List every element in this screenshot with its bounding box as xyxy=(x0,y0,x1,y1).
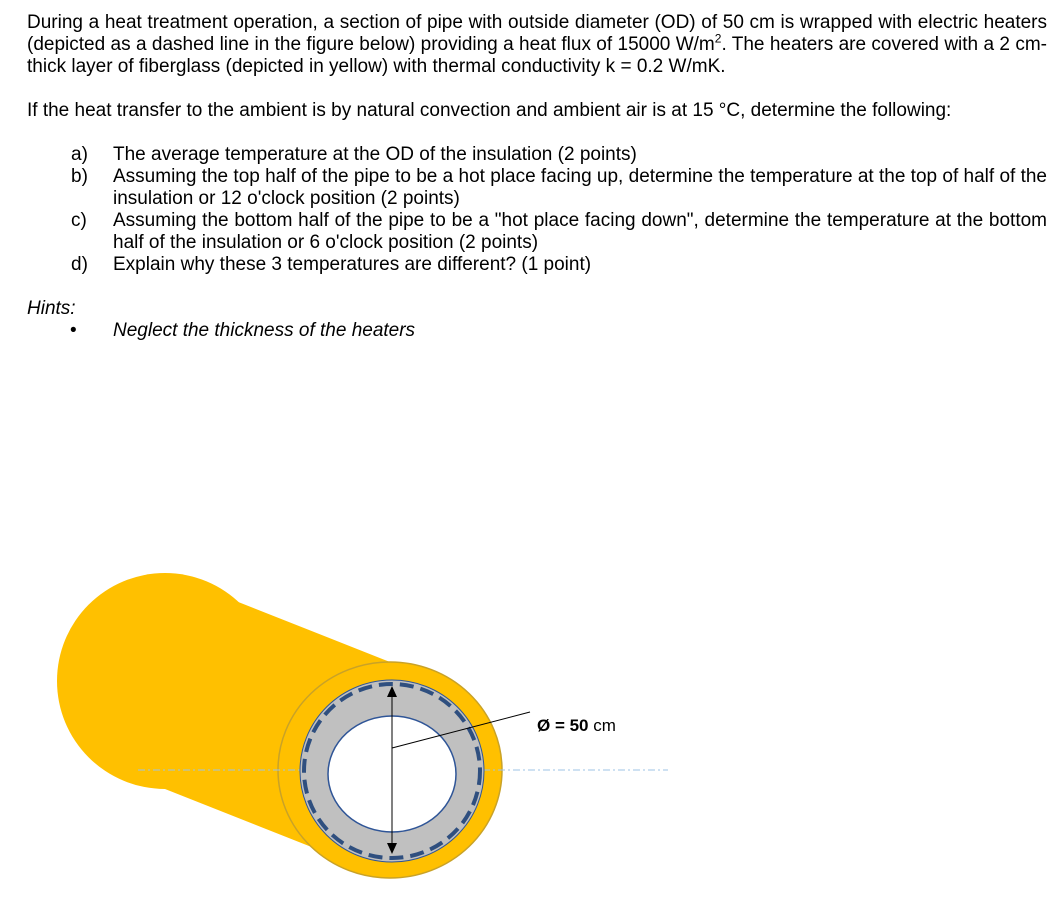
part-text: Assuming the bottom half of the pipe to be a "hot place facing down", determine the temperature at the bottom half of the insulation or 6 o'clock position (2 points) xyxy=(113,210,1047,253)
cylinder-far-end xyxy=(57,573,273,789)
question-part-b xyxy=(27,166,1047,210)
question-part-d xyxy=(27,254,1047,276)
part-marker: c) xyxy=(71,210,87,231)
diameter-unit: cm xyxy=(588,716,616,735)
pipe-figure xyxy=(0,560,700,899)
part-marker: a) xyxy=(71,144,88,165)
bullet-icon: • xyxy=(70,320,77,341)
intro-text-1: During a heat treatment operation, a section of pipe with outside diameter (OD) of 50 cm is wrapped with electric heaters (depicted as a dashed line in the figure below) providing a heat flux of 15000 W/m xyxy=(27,12,1047,55)
hints-title: Hints: xyxy=(27,298,76,319)
hint-item xyxy=(27,320,1047,342)
intro-text-2: . The heaters are covered with a 2 cm-thick layer of fiberglass (depicted in yellow) with thermal conductivity k = 0.2 W/mK. xyxy=(27,34,1047,77)
part-marker: b) xyxy=(71,166,88,187)
question-parts-list xyxy=(27,144,1047,276)
condition-paragraph: If the heat transfer to the ambient is by natural convection and ambient air is at 15 °C, determine the following: xyxy=(27,100,952,121)
problem-document xyxy=(27,12,1047,342)
part-text: The average temperature at the OD of the insulation (2 points) xyxy=(113,144,637,165)
question-part-a xyxy=(27,144,1047,166)
diameter-label xyxy=(537,716,616,735)
part-marker: d) xyxy=(71,254,88,275)
hint-text: Neglect the thickness of the heaters xyxy=(113,320,416,341)
intro-superscript: 2 xyxy=(714,31,722,46)
intro-paragraph xyxy=(27,12,1047,78)
diameter-value: Ø = 50 xyxy=(537,716,589,735)
part-text: Assuming the top half of the pipe to be a hot place facing up, determine the temperature at the top of half of the insulation or 12 o'clock position (2 points) xyxy=(113,166,1047,209)
part-text: Explain why these 3 temperatures are different? (1 point) xyxy=(113,254,592,275)
question-part-c xyxy=(27,210,1047,254)
